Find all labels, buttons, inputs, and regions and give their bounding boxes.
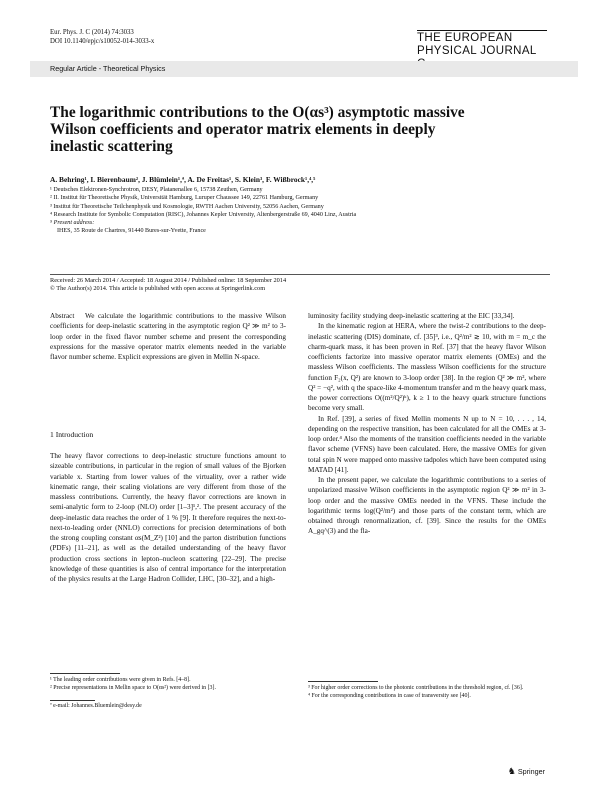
right-paragraph-3: In Ref. [39], a series of fixed Mellin moments N up to N = 10, . . . , 14, depending on the respective transition, has been calculated for all the OMEs at 3-loop order.⁴ Also the moments of the transition coefficients needed in the variable flavor scheme (VFNS) have been calculated. Here, the massive OMEs for given total spin N were mapped onto massive tadpoles which have been computed using MATAD [41]. xyxy=(308,414,546,474)
article-type-banner xyxy=(30,61,578,77)
affiliation-list xyxy=(50,186,550,236)
journal-reference: Eur. Phys. J. C (2014) 74:3033 xyxy=(50,29,134,36)
paper-title xyxy=(50,104,510,155)
title-line-3: inelastic scattering xyxy=(50,138,173,155)
publisher-logo xyxy=(508,766,545,777)
corresponding-email[interactable]: ª e-mail: Johannes.Bluemlein@desy.de xyxy=(50,703,142,709)
right-footnotes xyxy=(308,684,546,700)
title-line-2: Wilson coefficients and operator matrix elements in deeply xyxy=(50,121,436,138)
left-footnotes xyxy=(50,676,286,692)
right-paragraph-1: luminosity facility studying deep-inelastic scattering at the EIC [33,34]. xyxy=(308,312,515,320)
title-line-1: The logarithmic contributions to the O(αs³) asymptotic massive xyxy=(50,104,465,121)
doi[interactable]: DOI 10.1140/epjc/s10052-014-3033-x xyxy=(50,38,155,45)
affiliation-2: ² II. Institut für Theoretische Physik, Universität Hamburg, Luruper Chaussee 149, 22761 Hamburg, Germany xyxy=(50,195,319,202)
intro-text: The heavy flavor corrections to deep-inelastic structure functions amount to sizeable contributions, in particular in the region of small values of the Bjorken variable x. Starting from lower values of the virtuality, over a rather wide kinematic range, their scaling violations are very different from those of the massless contributions. Currently, the heavy flavor corrections are known in semi-analytic form to 2-loop (NLO) order [1–3]¹,². The present accuracy of the deep-inelastic data reaches the order of 1 % [9]. It therefore requires the next-to-next-to-leading order (NNLO) corrections for precision determinations of both the strong coupling constant αs(M_Z²) [10] and the parton distribution functions (PDFs) [11–21], as well as the detailed understanding of the heavy flavor production cross sections in lepton–nucleon scattering [22–29]. The precise knowledge of these quantities is also of central importance for the interpretation of the physics results at the Large Hadron Collider, LHC, [30–32], and a high- xyxy=(50,452,286,583)
right-paragraph-2: In the kinematic region at HERA, where the twist-2 contributions to the deep-inelastic scattering (DIS) dominate, cf. [35]³, i.e., Q²/m² ≳ 10, with m = m_c the charm-quark mass, it has been proven in Ref. [37] that the heavy flavor Wilson coefficients factorize into massive operator matrix elements (OMEs) and the massless Wilson coefficients. The massless Wilson coefficients for the structure function F₂(x, Q²) are known to 3-loop order [38]. In the region Q² ≫ m², where Q² = −q², with q the space-like 4-momentum transfer and m the heavy quark mass, the power corrections O((m²/Q²)ᵏ), k ≥ 1 to the heavy quark structure functions become very small. xyxy=(308,322,546,413)
affiliation-5-address: IHES, 35 Route de Chartres, 91440 Bures-sur-Yvette, France xyxy=(57,228,206,235)
footnote-2: ² Precise representations in Mellin space to O(αs²) were derived in [3]. xyxy=(50,685,216,691)
publication-dates xyxy=(50,274,550,293)
right-paragraph-4: In the present paper, we calculate the logarithmic contributions to a series of unpolarized massive Wilson coefficients in the asymptotic region Q² ≫ m² in 3-loop order and the massive OMEs needed in the VFNS. These include the logarithmic terms log(Q²/m²) and those parts of the constant term, which are obtained through renormalization, cf. [39]. Since the results for the OMEs A_gq^(3) and the fla- xyxy=(308,476,546,536)
journal-name-line1: THE EUROPEAN xyxy=(417,32,513,44)
affiliation-1: ¹ Deutsches Elektronen-Synchrotron, DESY, Platanenallee 6, 15738 Zeuthen, Germany xyxy=(50,187,263,193)
affiliation-3: ³ Institut für Theoretische Teilchenphysik und Kosmologie, RWTH Aachen University, 52056 Aachen, Germany xyxy=(50,203,324,210)
right-column-text xyxy=(308,311,546,537)
introduction-paragraph xyxy=(50,451,286,584)
footnote-1: ¹ The leading order contributions were given in Refs. [4–8]. xyxy=(50,677,191,683)
email-rule xyxy=(50,700,95,701)
abstract xyxy=(50,311,286,362)
footnote-4: ⁴ For the corresponding contributions in case of transversity see [40]. xyxy=(308,693,471,699)
affiliation-5: ⁵ Present address: xyxy=(50,220,95,227)
author-list: A. Behring¹, I. Bierenbaum², J. Blümlein¹,ª, A. De Freitas¹, S. Klein³, F. Wißbrock¹,⁴,⁵ xyxy=(50,175,316,184)
section-heading-introduction: 1 Introduction xyxy=(50,430,94,439)
abstract-text: We calculate the logarithmic contributions to the massive Wilson coefficients for deep-inelastic scattering in the asymptotic region Q² ≫ m² to 3-loop order in the fixed flavor number scheme and present the corresponding expressions for the massive operator matrix elements needed in the variable flavor number scheme. Explicit expressions are given in Mellin N-space. xyxy=(50,312,287,361)
footnote-rule-right xyxy=(308,681,378,682)
journal-name-line2: PHYSICAL JOURNAL xyxy=(417,45,537,57)
copyright-line: © The Author(s) 2014. This article is published with open access at Springerlink.com xyxy=(50,285,266,293)
footnote-3: ³ For higher order corrections to the photonic contributions in the threshold region, cf. [36]. xyxy=(308,685,524,691)
affiliation-4: ⁴ Research Institute for Symbolic Computation (RISC), Johannes Kepler University, Altenbergerstraße 69, 4040 Linz, Austria xyxy=(50,211,357,218)
article-type: Regular Article - Theoretical Physics xyxy=(50,64,166,73)
publisher-name: Springer xyxy=(517,767,545,776)
springer-horse-icon: ♞ xyxy=(507,766,516,776)
received-accepted-published: Received: 26 March 2014 / Accepted: 18 August 2014 / Published online: 18 September 2014 xyxy=(50,277,287,284)
footnote-rule-left xyxy=(50,673,120,674)
abstract-label: Abstract xyxy=(50,312,75,320)
